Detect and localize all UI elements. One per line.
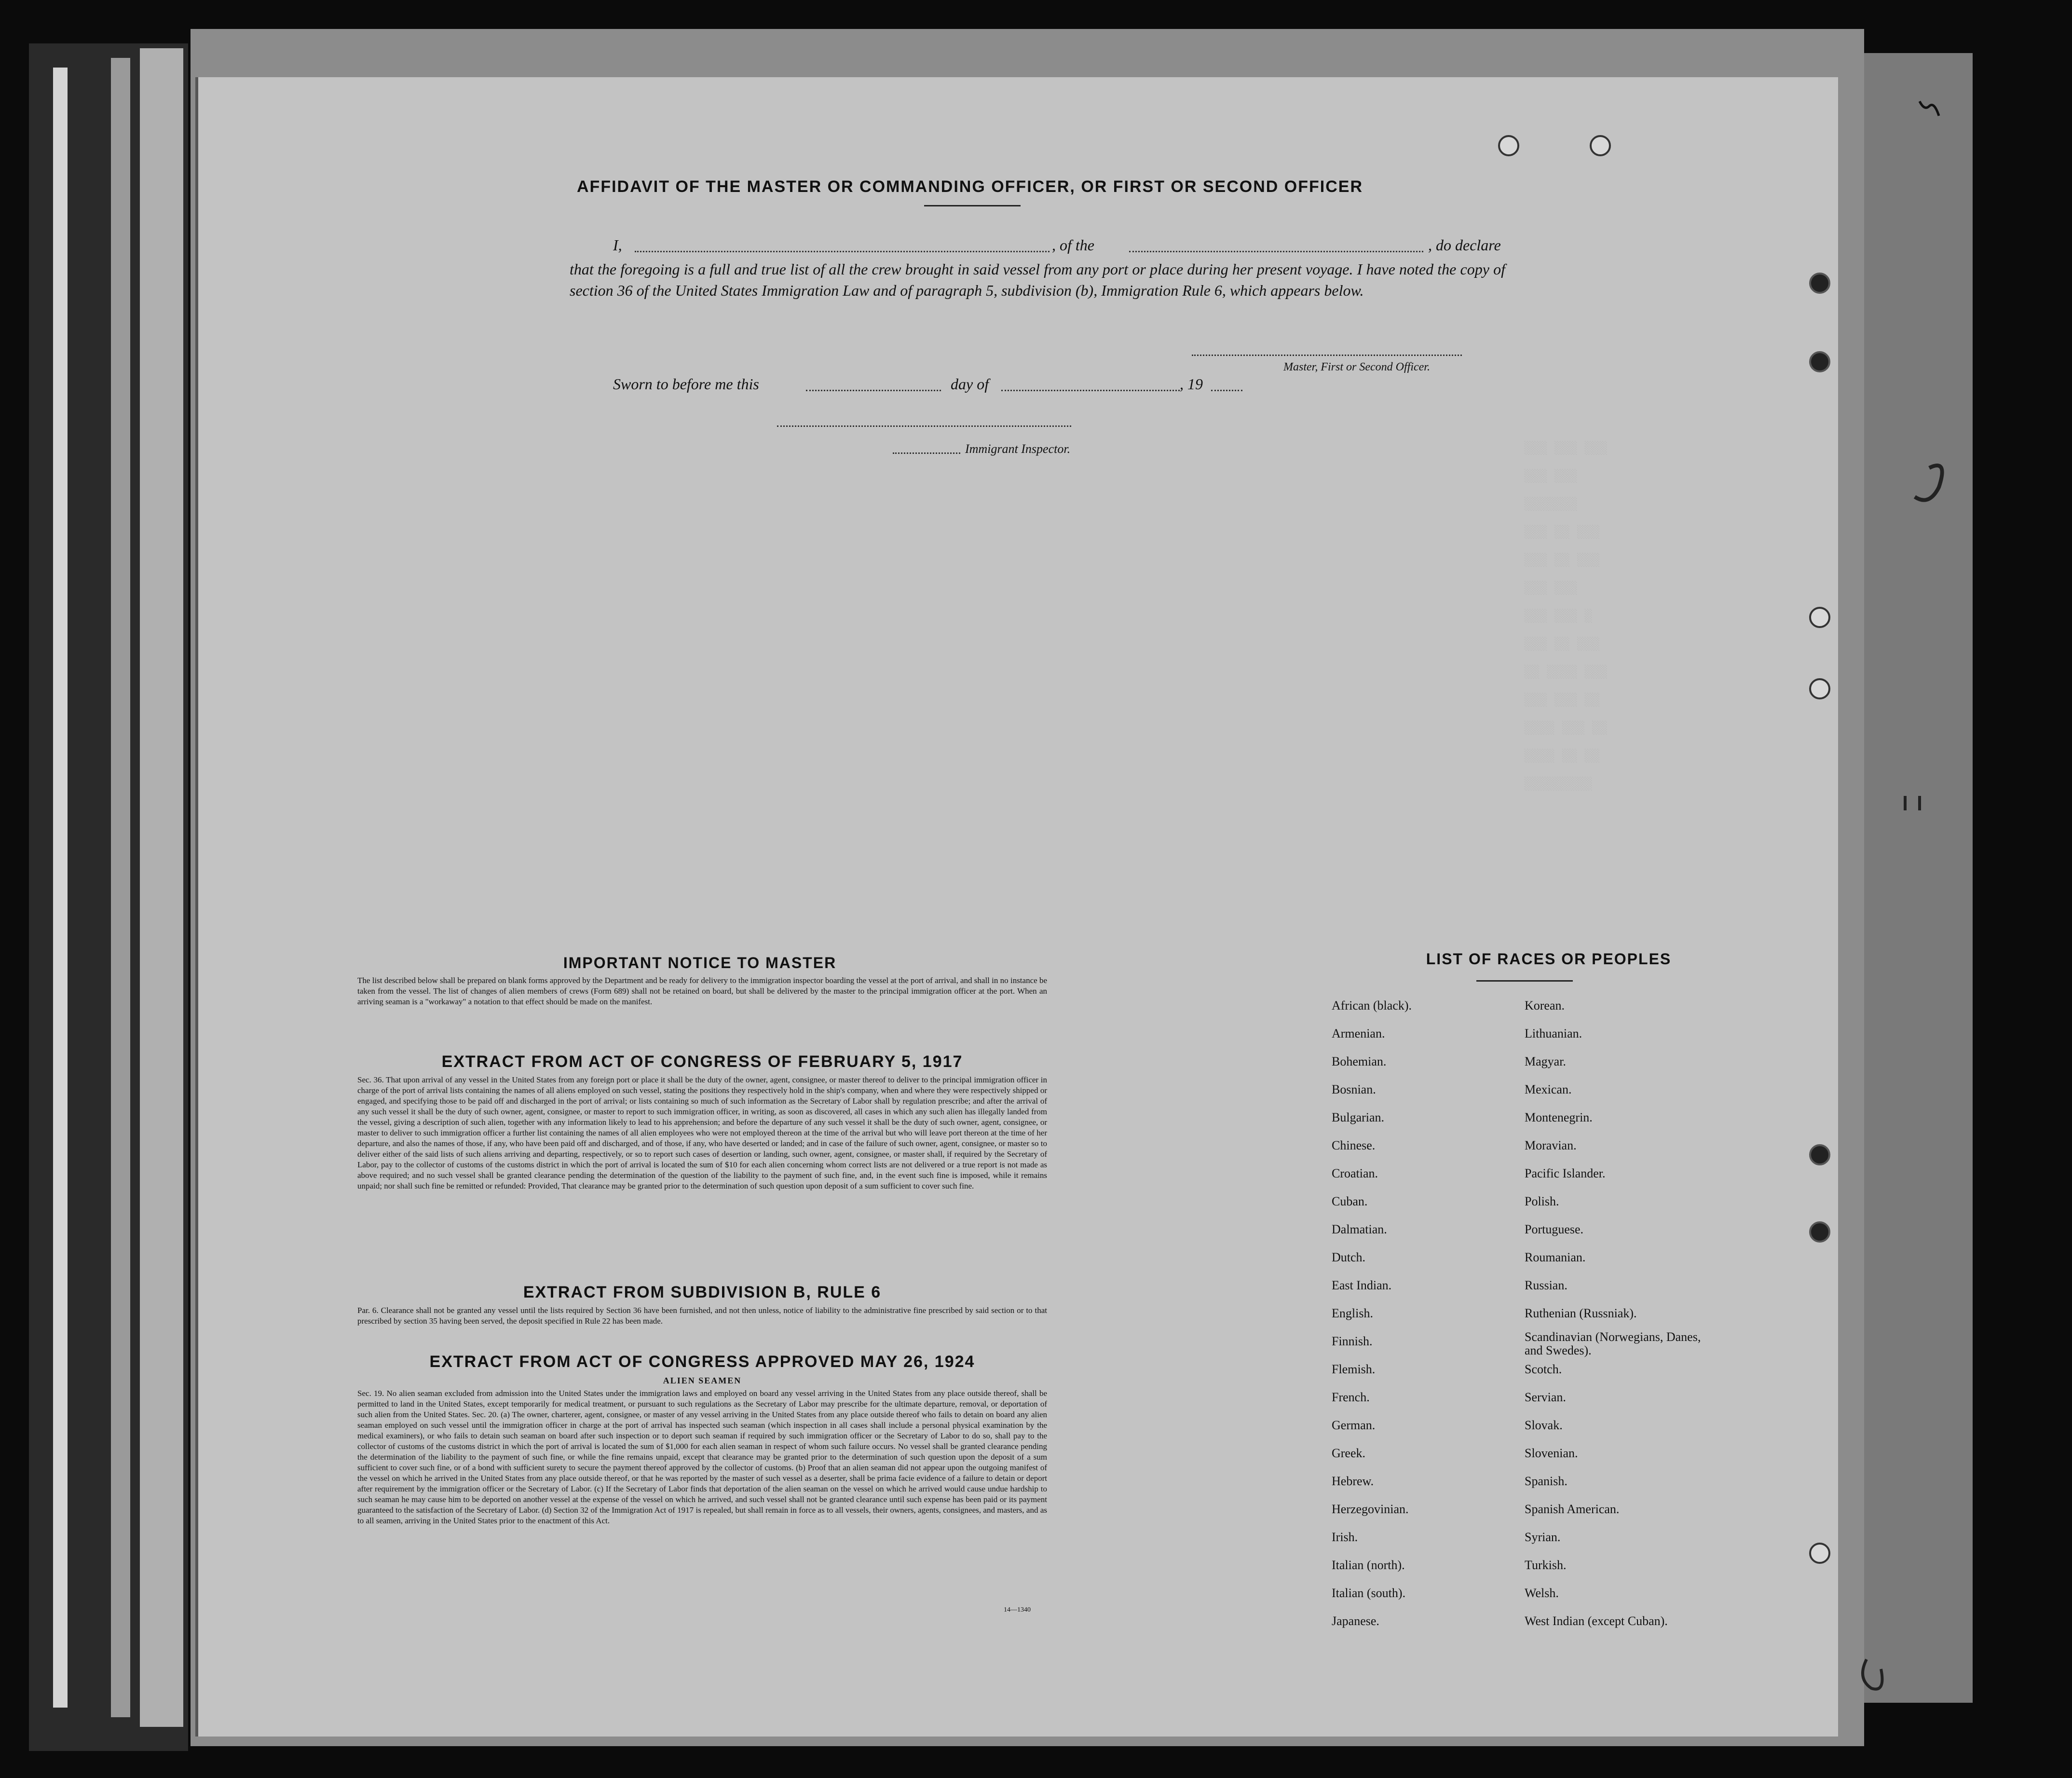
race-item: West Indian (except Cuban). — [1525, 1614, 1668, 1628]
alien-seamen-subtitle: ALIEN SEAMEN — [663, 1376, 742, 1385]
binder-hole-icon — [1590, 135, 1611, 156]
race-item: East Indian. — [1332, 1278, 1392, 1292]
race-item: Korean. — [1525, 998, 1565, 1012]
affidavit-body: that the foregoing is a full and true list of all the crew brought in said vessel from any port or place during her present voyage. I have noted the copy of section 36 of the United States Immigration Law and of paragraph 5, subdivision (b), Immigration Rule 6, which appears below. — [570, 260, 1505, 299]
race-item: Mexican. — [1525, 1082, 1572, 1096]
affidavit-declare: , do declare — [1428, 236, 1501, 254]
race-item: Greek. — [1332, 1446, 1366, 1460]
binder-hole-icon — [1809, 273, 1830, 294]
notice-text: The list described below shall be prepared on blank forms approved by the Department and be ready for delivery to the immigration inspector boarding the vessel at the port of arrival, and shall in no instance be taken from the vessel. The list of changes of alien members of crews (Form 689) shall not be retained on board, but shall be delivered by the master to the principal immigration officer at the port. When an arriving seaman is a "workaway" a notation to that effect should be made on the manifest. — [357, 976, 1047, 1006]
vessel-field[interactable] — [1129, 251, 1423, 252]
race-item: Bulgarian. — [1332, 1110, 1385, 1124]
notice-title: IMPORTANT NOTICE TO MASTER — [563, 954, 837, 971]
races-title: LIST OF RACES OR PEOPLES — [1426, 950, 1672, 968]
inspector-label: Immigrant Inspector. — [965, 442, 1071, 456]
affidavit-of-the: , of the — [1052, 236, 1094, 254]
race-item: Spanish. — [1525, 1474, 1568, 1488]
race-item: Servian. — [1525, 1390, 1566, 1404]
binder-hole-icon — [1809, 1221, 1830, 1243]
race-item: Japanese. — [1332, 1614, 1379, 1628]
race-item: Scandinavian (Norwegians, Danes, and Swedes). — [1525, 1330, 1701, 1357]
binder-hole-icon — [1809, 1144, 1830, 1165]
race-item: Scotch. — [1525, 1362, 1562, 1376]
name-field[interactable] — [635, 251, 1050, 252]
race-item: German. — [1332, 1418, 1376, 1432]
race-item: Chinese. — [1332, 1138, 1376, 1152]
title-underline — [924, 205, 1021, 206]
race-item: African (black). — [1332, 998, 1412, 1012]
race-item: Moravian. — [1525, 1138, 1577, 1152]
left-page-edge-light-2 — [111, 58, 130, 1717]
extract-rule6-title: EXTRACT FROM SUBDIVISION B, RULE 6 — [523, 1283, 882, 1301]
left-page-edge-light-3 — [140, 48, 183, 1727]
race-item: Dalmatian. — [1332, 1222, 1387, 1236]
race-item: Italian (south). — [1332, 1586, 1406, 1600]
race-item: Magyar. — [1525, 1054, 1566, 1068]
race-item: Herzegovinian. — [1332, 1502, 1409, 1516]
master-signature-line[interactable] — [1192, 355, 1462, 356]
binder-hole-icon — [1809, 1543, 1830, 1564]
extract-1917-title: EXTRACT FROM ACT OF CONGRESS OF FEBRUARY 5, 1917 — [441, 1053, 963, 1071]
binder-hole-icon — [1809, 678, 1830, 699]
race-item: Turkish. — [1525, 1558, 1567, 1572]
binder-hole-icon — [1809, 607, 1830, 628]
race-item: Syrian. — [1525, 1530, 1561, 1544]
binder-hole-icon — [1809, 351, 1830, 372]
race-item: Bohemian. — [1332, 1054, 1387, 1068]
race-item: Finnish. — [1332, 1334, 1373, 1348]
race-item: Polish. — [1525, 1194, 1559, 1208]
inspector-signature-line-2 — [893, 452, 960, 454]
race-item: Lithuanian. — [1525, 1026, 1582, 1040]
affidavit-i: I, — [613, 236, 622, 254]
race-item: Pacific Islander. — [1525, 1166, 1606, 1180]
binder-hole-icon — [1498, 135, 1519, 156]
extract-1924-text: Sec. 19. No alien seaman excluded from admission into the United States under the immigration laws and employed on board any vessel arriving in the United States from any place outside thereof, shall be permitted to land in the United States, except temporarily for medical treatment, or pursuant to such regulations as the Secretary of Labor may prescribe for the ultimate departure, removal, or deportation of such alien from the United States. Sec. 20. (a) The owner, charterer, agent, consignee, or master of any vessel arriving in the United States from any place outside thereof who fails to detain on board any alien seaman employed on such vessel until the immigration officer in charge at the port of arrival has inspected such seaman (which inspection in all cases shall include a personal physical examination by the medical examiners), or who fails to detain such seaman on board after such inspection or to deport such seaman if required by such immigration officer or the Secretary of Labor to do so, shall pay to the collector of customs of the customs district in which the port of arrival is located the sum of $1,000 for each alien seaman in respect of whom such failure occurs. No vessel shall be granted clearance pending the determination of the liability to the payment of such fine, or while the fine remains unpaid, except that clearance may be granted prior to the determination of such question upon the deposit of a sum sufficient to cover such fine, or of a bond with sufficient surety to secure the payment thereof approved by the collector of customs. (b) Proof that an alien seaman did not appear upon the outgoing manifest of the vessel on which he arrived in the United States from any place outside thereof, or that he was reported by the master of such vessel as a deserter, shall be prima facie evidence of a failure to detain or deport after requirement by the immigration officer or the Secretary of Labor. (c) If the Secretary of Labor finds that deportation of the alien seaman on the vessel on which he arrived would cause undue hardship to such seaman he may cause him to be deported on another vessel at the expense of the vessel on which he arrived, and such vessel shall not be granted clearance until such expense has been paid or its payment guaranteed to the satisfaction of the Secretary of Labor. (d) Section 32 of the Immigration Act of 1917 is repealed, but shall remain in force as to all vessels, their owners, agents, consignees, and masters, and as to all seamen, arriving in the United States prior to the enactment of this Act. — [357, 1389, 1047, 1525]
handwritten-marks-icon — [1857, 72, 1973, 1712]
race-item: Croatian. — [1332, 1166, 1378, 1180]
race-item: Slovenian. — [1525, 1446, 1578, 1460]
race-item: Montenegrin. — [1525, 1110, 1593, 1124]
race-item: Armenian. — [1332, 1026, 1385, 1040]
left-page-edge-light — [53, 68, 68, 1708]
races-title-underline — [1476, 980, 1573, 982]
race-item: Cuban. — [1332, 1194, 1368, 1208]
race-item: English. — [1332, 1306, 1373, 1320]
master-label: Master, First or Second Officer. — [1283, 361, 1430, 373]
bleed-through: ░░░ ░░░ ░░░ ░░░ ░░░ ░░░░░░░ ░░░ ░░ ░░░ ░░░ ░░ ░░░ ░░░ ░░░ ░░░ ░░░ ░ ░░░ ░░ ░░░ ░░ ░░░░ ░░░ ░░░ ░░░ ░░ ░░░░ ░░░ ░░ ░░░░ ░░ ░░ ░░░░░░░░░ — [1525, 441, 1608, 791]
inspector-signature-line[interactable] — [777, 425, 1071, 427]
race-item: Italian (north). — [1332, 1558, 1405, 1572]
extract-rule6-text: Par. 6. Clearance shall not be granted any vessel until the lists required by Section 36 have been furnished, and not then unless, notice of liability to the administrative fine prescribed by said section or to that prescribed by section 35 having been served, the deposit specified in Rule 22 has been made. — [357, 1306, 1047, 1326]
affidavit-title: AFFIDAVIT OF THE MASTER OR COMMANDING OFFICER, OR FIRST OR SECOND OFFICER — [577, 178, 1363, 196]
race-item: Ruthenian (Russniak). — [1525, 1306, 1637, 1320]
race-item: Irish. — [1332, 1530, 1358, 1544]
manifest-page — [195, 77, 1838, 1737]
race-item: Flemish. — [1332, 1362, 1376, 1376]
sworn-year-label: , 19 — [1180, 375, 1203, 393]
sworn-day-field[interactable] — [806, 390, 941, 391]
race-item: Hebrew. — [1332, 1474, 1374, 1488]
race-item: Dutch. — [1332, 1250, 1366, 1264]
race-item: Welsh. — [1525, 1586, 1559, 1600]
race-item: Spanish American. — [1525, 1502, 1620, 1516]
form-number: 14—1340 — [1004, 1606, 1031, 1614]
extract-1924-title: EXTRACT FROM ACT OF CONGRESS APPROVED MAY 26, 1924 — [429, 1353, 975, 1371]
sworn-prefix: Sworn to before me this — [613, 375, 759, 393]
race-item: French. — [1332, 1390, 1370, 1404]
race-item: Roumanian. — [1525, 1250, 1586, 1264]
race-item: Slovak. — [1525, 1418, 1563, 1432]
sworn-month-field[interactable] — [1001, 390, 1180, 391]
race-item: Portuguese. — [1525, 1222, 1584, 1236]
affidavit-line-1 — [613, 236, 1722, 254]
race-item: Bosnian. — [1332, 1082, 1376, 1096]
sworn-year-field[interactable] — [1211, 390, 1242, 391]
sworn-day-label: day of — [951, 375, 989, 393]
extract-1917-text: Sec. 36. That upon arrival of any vessel in the United States from any foreign port or place it shall be the duty of the owner, agent, consignee, or master thereof to deliver to the principal immigration officer in charge of the port of arrival lists containing the names of all aliens employed on such vessel, stating the positions they respectively hold in the ship's company, when and where they were respectively shipped or engaged, and specifying those to be paid off and discharged in the port of arrival; or lists containing so much of such information as the Secretary of Labor shall by regulation prescribe; and after the arrival of any such vessel it shall be the duty of such owner, agent, consignee, or master to report to such immigration officer, in writing, as soon as discovered, all cases in which any such alien has illegally landed from the vessel, giving a description of such alien, together with any information likely to lead to his apprehension; and before the departure of any such vessel it shall be the duty of such owner, agent, consignee, or master to deliver to such immigration officer a further list containing the names of all alien employees who were not employed thereon at the time of the arrival but who will leave port thereon at the time of her departure, and also the names of those, if any, who have been paid off and discharged, and of those, if any, who have deserted or landed; and in case of the failure of such owner, agent, consignee, or master so to deliver either of the said lists of such aliens arriving and departing, respectively, or so to report such cases of desertion or landing, such owner, agent, consignee, or master shall, if required by the Secretary of Labor, pay to the collector of customs of the customs district in which the port of arrival is located the sum of $10 for each alien concerning whom correct lists are not delivered or a true report is not made as above required; and no such vessel shall be granted clearance pending the determination of the question of the liability to the payment of such fine, and, in the event such fine is imposed, while it remains unpaid; nor shall such fine be remitted or refunded: Provided, That clearance may be granted prior to the determination of such question upon deposit of a sum sufficient to cover such fine. — [357, 1075, 1047, 1190]
race-item: Russian. — [1525, 1278, 1568, 1292]
